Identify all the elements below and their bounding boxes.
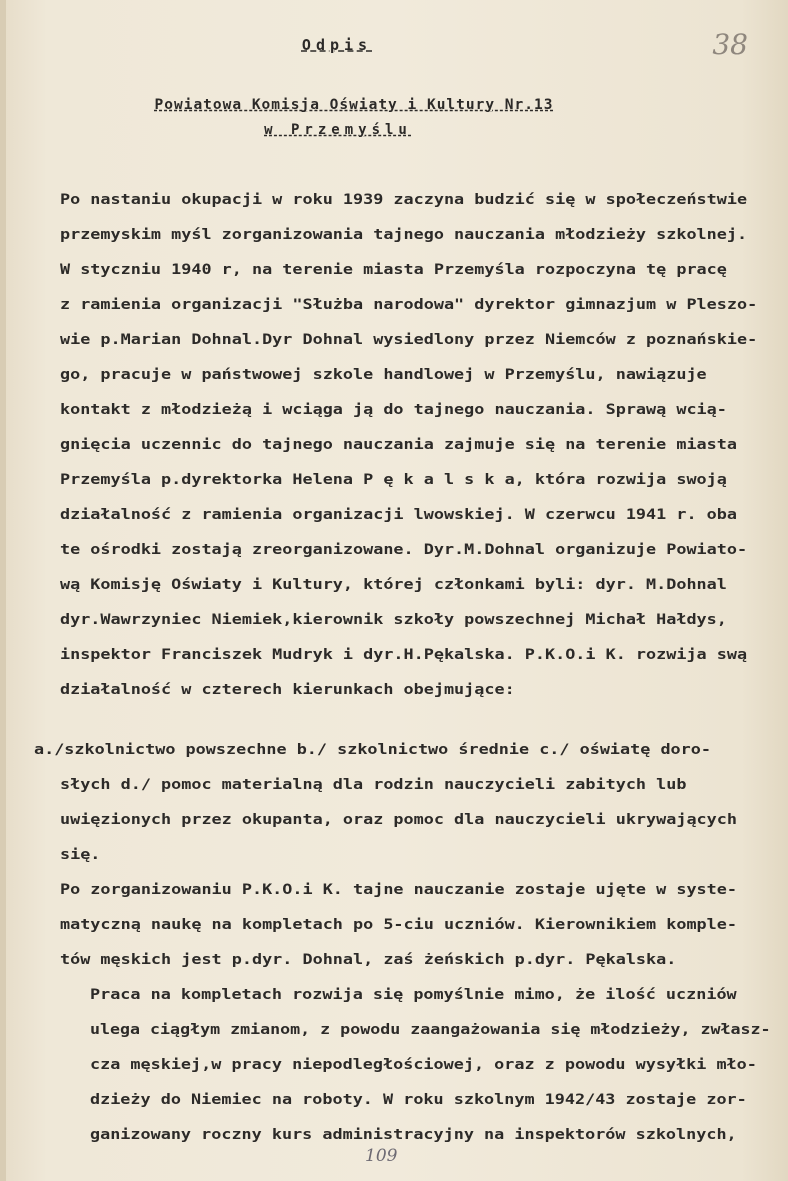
text-line: inspektor Franciszek Mudryk i dyr.H.Pękalska. P.K.O.i K. rozwija swą [60, 646, 748, 663]
text-line: matyczną naukę na kompletach po 5-ciu uczniów. Kierownikiem komple- [60, 916, 737, 933]
handwritten-archive-number: 109 [365, 1146, 398, 1166]
text-line: wie p.Marian Dohnal.Dyr Dohnal wysiedlony przez Niemców z poznańskie- [60, 331, 758, 348]
text-line: ulega ciągłym zmianom, z powodu zaangażowania się młodzieży, zwłasz- [90, 1021, 771, 1038]
text-line: go, pracuje w państwowej szkole handlowej w Przemyślu, nawiązuje [60, 366, 707, 383]
handwritten-page-number: 38 [712, 28, 748, 61]
text-line: te ośrodki zostają zreorganizowane. Dyr.M.Dohnal organizuje Powiato- [60, 541, 748, 558]
text-line: ganizowany roczny kurs administracyjny na inspektorów szkolnych, [90, 1126, 737, 1143]
text-line: słych d./ pomoc materialną dla rodzin nauczycieli zabitych lub [60, 776, 687, 793]
text-line: przemyskim myśl zorganizowania tajnego nauczania młodzieży szkolnej. [60, 226, 748, 243]
text-line: dyr.Wawrzyniec Niemiek,kierownik szkoły powszechnej Michał Hałdys, [60, 611, 727, 628]
text-line: z ramienia organizacji "Służba narodowa" dyrektor gimnazjum w Pleszo- [60, 296, 758, 313]
text-line: tów męskich jest p.dyr. Dohnal, zaś żeńskich p.dyr. Pękalska. [60, 951, 677, 968]
text-line: Przemyśla p.dyrektorka Helena P ę k a l s k a, która rozwija swoją [60, 471, 727, 488]
text-line: wą Komisję Oświaty i Kultury, której członkami byli: dyr. M.Dohnal [60, 576, 727, 593]
commission-location: w Przemyślu [264, 122, 412, 138]
text-line: gnięcia uczennic do tajnego nauczania zajmuje się na terenie miasta [60, 436, 737, 453]
commission-title: Powiatowa Komisja Oświaty i Kultury Nr.13 [154, 97, 554, 113]
text-line: W styczniu 1940 r, na terenie miasta Przemyśla rozpoczyna tę pracę [60, 261, 727, 278]
text-line: Praca na kompletach rozwija się pomyślnie mimo, że ilość uczniów [90, 986, 737, 1003]
text-line: kontakt z młodzieżą i wciąga ją do tajnego nauczania. Sprawą wcią- [60, 401, 727, 418]
document-heading: Odpis [301, 36, 373, 54]
text-line: Po zorganizowaniu P.K.O.i K. tajne nauczanie zostaje ujęte w syste- [60, 881, 737, 898]
text-line: cza męskiej,w pracy niepodległościowej, oraz z powodu wysyłki mło- [90, 1056, 757, 1073]
text-line: działalność w czterech kierunkach obejmujące: [60, 681, 515, 698]
text-line: uwięzionych przez okupanta, oraz pomoc dla nauczycieli ukrywających [60, 811, 737, 828]
text-line: dzieży do Niemiec na roboty. W roku szkolnym 1942/43 zostaje zor- [90, 1091, 747, 1108]
text-line: się. [60, 846, 101, 863]
text-line: Po nastaniu okupacji w roku 1939 zaczyna budzić się w społeczeństwie [60, 191, 748, 208]
text-line: działalność z ramienia organizacji lwowskiej. W czerwcu 1941 r. oba [60, 506, 737, 523]
text-line: a./szkolnictwo powszechne b./ szkolnictwo średnie c./ oświatę doro- [34, 741, 711, 758]
